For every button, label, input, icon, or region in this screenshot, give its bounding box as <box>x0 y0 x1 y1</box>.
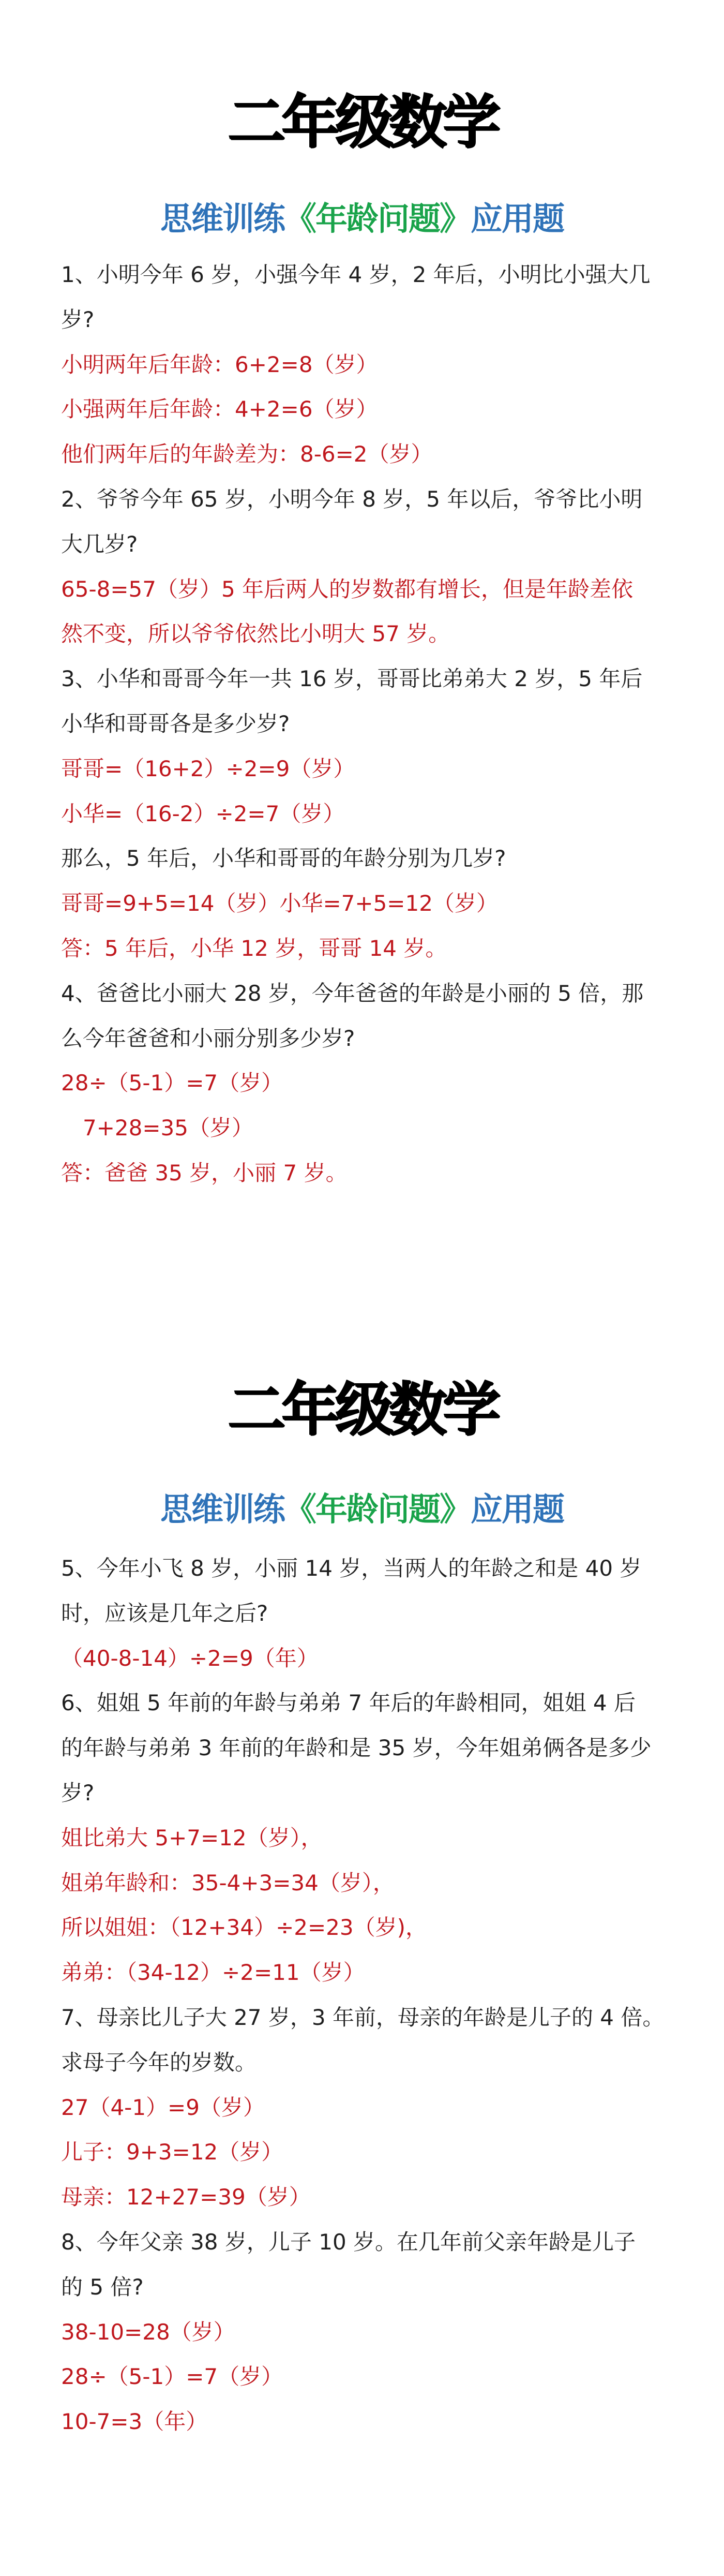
answer-line: 所以姐姐：（12+34）÷2=23（岁)， <box>61 1915 428 1941</box>
subtitle-part-a: 思维训练 <box>160 1490 284 1528</box>
answer-line: 儿子：9+3=12（岁） <box>61 2139 283 2165</box>
answer-line: 答：5 年后，小华 12 岁，哥哥 14 岁。 <box>61 936 447 961</box>
subtitle-part-b: 《年龄问题》 <box>284 1490 471 1528</box>
page-subtitle <box>0 1490 724 1528</box>
answer-line: 7+28=35（岁） <box>83 1115 253 1141</box>
page-title: 二年级数学 <box>228 1376 496 1443</box>
answer-line: 弟弟：（34-12）÷2=11（岁） <box>61 1960 365 1986</box>
question-line: 4、爸爸比小丽大 28 岁，今年爸爸的年龄是小丽的 5 倍，那 <box>61 980 644 1006</box>
answer-line: 38-10=28（岁） <box>61 2319 235 2345</box>
question-line: 6、姐姐 5 年前的年龄与弟弟 7 年后的年龄相同，姐姐 4 后 <box>61 1690 636 1716</box>
answer-line: 28÷（5-1）=7（岁） <box>61 1070 283 1096</box>
page-subtitle <box>0 200 724 238</box>
question-line: 的 5 倍? <box>61 2274 144 2300</box>
question-line: 2、爷爷今年 65 岁，小明今年 8 岁，5 年以后，爷爷比小明 <box>61 486 643 512</box>
question-line: 7、母亲比儿子大 27 岁，3 年前，母亲的年龄是儿子的 4 倍。 <box>61 2005 665 2030</box>
answer-line: 小强两年后年龄：4+2=6（岁） <box>61 396 378 422</box>
question-line: 的年龄与弟弟 3 年前的年龄和是 35 岁，今年姐弟俩各是多少 <box>61 1735 652 1761</box>
answer-line: 65-8=57（岁）5 年后两人的岁数都有增长，但是年龄差依 <box>61 576 634 602</box>
question-line: 8、今年父亲 38 岁，儿子 10 岁。在几年前父亲年龄是儿子 <box>61 2229 636 2255</box>
subtitle-part-c: 应用题 <box>471 1490 564 1528</box>
question-line: 求母子今年的岁数。 <box>61 2049 257 2075</box>
question-line: 岁? <box>61 306 95 332</box>
answer-line: 小华=（16-2）÷2=7（岁） <box>61 801 345 826</box>
question-line: 么今年爸爸和小丽分别多少岁? <box>61 1025 355 1051</box>
question-line: 5、今年小飞 8 岁，小丽 14 岁，当两人的年龄之和是 40 岁 <box>61 1556 642 1581</box>
page-title: 二年级数学 <box>228 88 496 156</box>
question-line: 那么，5 年后，小华和哥哥的年龄分别为几岁? <box>61 846 506 871</box>
answer-line: 哥哥=9+5=14（岁）小华=7+5=12（岁） <box>61 891 498 916</box>
answer-line: 10-7=3（年） <box>61 2409 208 2435</box>
question-line: 大几岁? <box>61 531 138 557</box>
answer-line: 然不变，所以爷爷依然比小明大 57 岁。 <box>61 621 450 647</box>
question-line: 岁? <box>61 1780 95 1805</box>
answer-line: 他们两年后的年龄差为：8-6=2（岁） <box>61 441 433 467</box>
question-line: 时，应该是几年之后? <box>61 1600 268 1626</box>
subtitle-part-a: 思维训练 <box>160 200 284 238</box>
subtitle-part-b: 《年龄问题》 <box>284 200 471 238</box>
answer-line: 小明两年后年龄：6+2=8（岁） <box>61 351 378 377</box>
answer-line: 姐比弟大 5+7=12（岁）， <box>61 1825 323 1850</box>
question-line: 3、小华和哥哥今年一共 16 岁，哥哥比弟弟大 2 岁，5 年后 <box>61 666 643 692</box>
answer-line: 哥哥=（16+2）÷2=9（岁） <box>61 756 355 781</box>
answer-line: 母亲：12+27=39（岁） <box>61 2184 311 2210</box>
question-line: 小华和哥哥各是多少岁? <box>61 711 290 736</box>
answer-line: 姐弟年龄和：35-4+3=34（岁）， <box>61 1870 395 1896</box>
answer-line: 28÷（5-1）=7（岁） <box>61 2364 283 2390</box>
question-line: 1、小明今年 6 岁，小强今年 4 岁，2 年后，小明比小强大几 <box>61 262 651 287</box>
answer-line: 27（4-1）=9（岁） <box>61 2094 265 2120</box>
answer-line: （40-8-14）÷2=9（年） <box>61 1645 319 1671</box>
answer-line: 答：爸爸 35 岁，小丽 7 岁。 <box>61 1160 348 1186</box>
subtitle-part-c: 应用题 <box>471 200 564 238</box>
